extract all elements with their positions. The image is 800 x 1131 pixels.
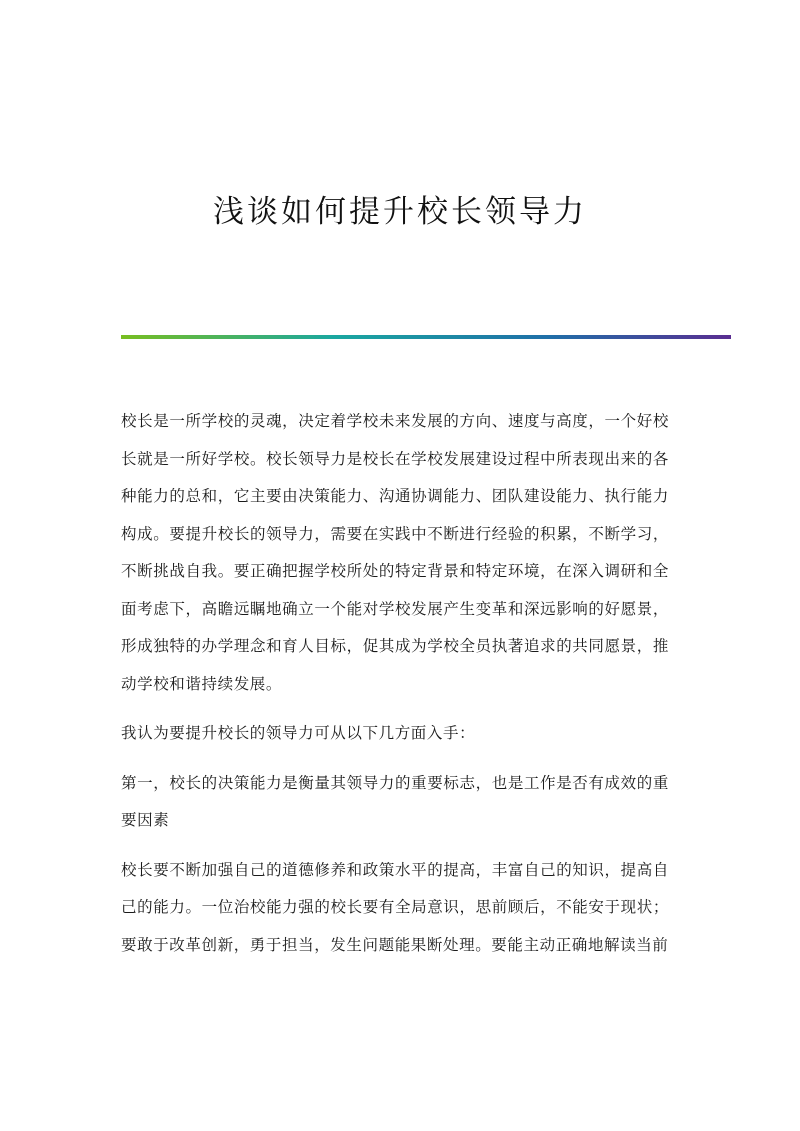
title-divider [121,335,731,339]
paragraph-body: 校长要不断加强自己的道德修养和政策水平的提高，丰富自己的知识，提高自己的能力。一位治校能力强的校长要有全局意识，思前顾后，不能安于现状；要敢于改革创新，勇于担当，发生问题能果断处理。要能主动正确地解读当前 [121,860,669,954]
document-body [121,403,669,976]
paragraph-section-heading: 第一，校长的决策能力是衡量其领导力的重要标志，也是工作是否有成效的重要因素 [121,773,669,829]
paragraph-intro: 校长是一所学校的灵魂，决定着学校未来发展的方向、速度与高度，一个好校长就是一所好学校。校长领导力是校长在学校发展建设过程中所表现出来的各种能力的总和，它主要由决策能力、沟通协调能力、团队建设能力、执行能力构成。要提升校长的领导力，需要在实践中不断进行经验的积累，不断学习，不断挑战自我。要正确把握学校所处的特定背景和特定环境，在深入调研和全面考虑下，高瞻远瞩地确立一个能对学校发展产生变革和深远影响的好愿景，形成独特的办学理念和育人目标，促其成为学校全员执著追求的共同愿景，推动学校和谐持续发展。 [121,412,669,693]
document-title: 浅谈如何提升校长领导力 [213,194,587,230]
paragraph-lead-in: 我认为要提升校长的领导力可从以下几方面入手： [121,724,476,742]
